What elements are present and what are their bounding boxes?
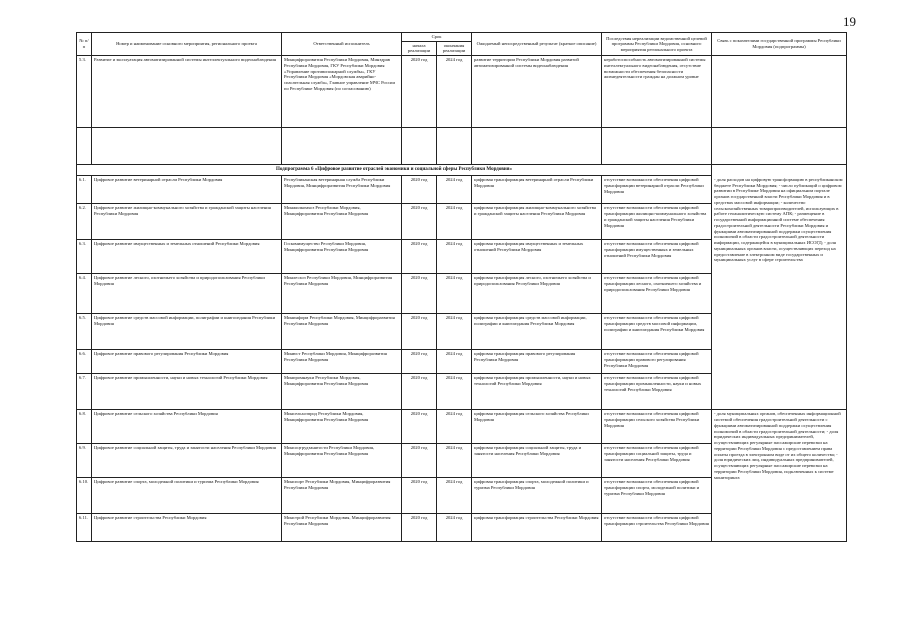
row-num: 6.9.: [77, 444, 92, 478]
row-consequences: отсутствие возможности обеспечения цифровой трансформации строительства Республики Мордовия: [602, 514, 712, 542]
row-start: 2020 год: [402, 444, 437, 478]
row-name: Цифровое развитие лесного, охотничьего хозяйства и природопользования Республики Мордовия: [92, 274, 282, 314]
row-result: цифровая трансформация социальной защиты, труда и занятости населения Республики Мордовия: [472, 444, 602, 478]
row-end: 2024 год: [437, 314, 472, 350]
col-start: начала реализации: [402, 41, 437, 55]
row-exec: Минсельхозпрод Республики Мордовия, Минцифроразвития Республики Мордовия: [282, 410, 402, 444]
row-name: Цифровое развитие правового регулирования Республики Мордовия: [92, 350, 282, 374]
row-num: 6.5.: [77, 314, 92, 350]
row-link: [712, 56, 847, 128]
row-start: 2020 год: [402, 176, 437, 204]
subprogram-row: [77, 165, 847, 176]
row-exec: Минстрой Республики Мордовия, Минцифроразвития Республики Мордовия: [282, 514, 402, 542]
row-name: Цифровое развитие строительства Республики Мордовия: [92, 514, 282, 542]
row-consequences: отсутствие возможности обеспечения цифровой трансформации имущественных и земельных отношений Республики Мордовия: [602, 240, 712, 274]
col-exec: Ответственный исполнитель: [282, 33, 402, 56]
table-row: [77, 410, 847, 444]
col-name: Номер и наименование основного мероприятия, регионального проекта: [92, 33, 282, 56]
row-result: развитие территории Республики Мордовия развитой автоматизированной системы видеонаблюдения: [472, 56, 602, 128]
row-num: 6.7.: [77, 374, 92, 410]
row-name: Цифровое развитие средств массовой информации, полиграфии и книгоиздания Республики Мордовия: [92, 314, 282, 350]
table-row: [77, 56, 847, 128]
row-name: Цифровое развитие социальной защиты, труда и занятости населения Республики Мордовия: [92, 444, 282, 478]
row-end: 2024 год: [437, 410, 472, 444]
row-start: 2020 год: [402, 374, 437, 410]
row-end: 2024 год: [437, 176, 472, 204]
subprogram-title: Подпрограмма 6 «Цифровое развитие отраслей экономики и социальной сферы Республики Мордовия»: [77, 165, 712, 176]
program-table: [76, 32, 846, 542]
row-consequences: отсутствие возможности обеспечения цифровой трансформации правового регулирования Республики Мордовия: [602, 350, 712, 374]
row-name: Цифровое развитие имущественных и земельных отношений Республики Мордовия: [92, 240, 282, 274]
row-num: 6.8.: [77, 410, 92, 444]
row-num: 6.2.: [77, 204, 92, 240]
row-start: 2020 год: [402, 314, 437, 350]
col-consequences: Последствия нереализации ведомственной целевой программы Республики Мордовия, основного мероприятия регионального проекта: [602, 33, 712, 56]
row-exec: Минюст Республики Мордовия, Минцифроразвития Республики Мордовия: [282, 350, 402, 374]
row-consequences: отсутствие возможности обеспечения цифровой трансформации сельского хозяйства Республики Мордовия: [602, 410, 712, 444]
col-num: № п/п: [77, 33, 92, 56]
row-start: 2020 год: [402, 478, 437, 514]
col-end: окончания реализации: [437, 41, 472, 55]
row-num: 6.10.: [77, 478, 92, 514]
row-num: 6.4.: [77, 274, 92, 314]
row-exec: Минпромнауки Республики Мордовия, Минцифроразвития Республики Мордовия: [282, 374, 402, 410]
row-end: 2024 год: [437, 444, 472, 478]
page-number: 19: [843, 14, 856, 29]
row-name: Цифровое развитие жилищно-коммунального хозяйства и гражданской защиты населения Республики Мордовия: [92, 204, 282, 240]
row-name: Цифровое развитие промышленности, науки и новых технологий Республики Мордовия: [92, 374, 282, 410]
table-row: [77, 176, 847, 204]
row-num: 6.3.: [77, 240, 92, 274]
row-end: 2024 год: [437, 478, 472, 514]
row-start: 2020 год: [402, 514, 437, 542]
row-consequences: отсутствие возможности обеспечения цифровой трансформации лесного, охотничьего хозяйства и природопользования Республики Мордовия: [602, 274, 712, 314]
row-end: 2024 год: [437, 204, 472, 240]
row-result: цифровая трансформация сельского хозяйства Республики Мордовия: [472, 410, 602, 444]
row-result: цифровая трансформация ветеринарной отрасли Республики Мордовия: [472, 176, 602, 204]
row-exec: Минцифроразвития Республики Мордовия, Минздрав Республики Мордовия, ГКУ Республики Мордовия «Управление противопожарной службы», ГКУ Республики Мордовия «Мордовская аварийно-спасательная служба», Главное управление МЧС России по Республике Мордовия (по согласованию): [282, 56, 402, 128]
row-exec: Минжилкомхоз Республики Мордовия, Минцифроразвития Республики Мордовия: [282, 204, 402, 240]
row-start: 2020 год: [402, 274, 437, 314]
row-consequences: отсутствие возможности обеспечения цифровой трансформации спорта, молодежной политики и туризма Республики Мордовия: [602, 478, 712, 514]
row-consequences: отсутствие возможности обеспечения цифровой трансформации промышленности, науки и новых технологий Республики Мордовия: [602, 374, 712, 410]
link-cell: - доля муниципальных органов, обеспеченных информационной системой обеспечения градостроительной деятельности с функциями автоматизированной поддержки осуществления полномочий в области градостроительной деятельности; - доля юридических индивидуальных предпринимателей, осуществляющих регулярные пассажирские перевозки на территории Республики Мордовия с предоставлением права оплаты проезда в электронном виде от их общего количества; - доля юридических лиц, индивидуальных предпринимателей, осуществляющих регулярные пассажирские перевозки на территории Республики Мордовия, подключенных к системе мониторинга: [712, 410, 847, 542]
col-term: Срок: [402, 33, 472, 42]
row-result: цифровая трансформация спорта, молодежной политики и туризма Республики Мордовия: [472, 478, 602, 514]
row-num: 5.3.: [77, 56, 92, 128]
col-link: Связь с показателями государственной программы Республики Мордовия (подпрограммы): [712, 33, 847, 56]
row-num: 6.11.: [77, 514, 92, 542]
row-end: 2024 год: [437, 274, 472, 314]
row-end: 2024 год: [437, 514, 472, 542]
row-result: цифровая трансформация правового регулирования Республики Мордовия: [472, 350, 602, 374]
row-result: цифровая трансформация промышленности, науки и новых технологий Республики Мордовия: [472, 374, 602, 410]
row-result: цифровая трансформация строительства Республики Мордовия: [472, 514, 602, 542]
blank-row: [77, 128, 847, 165]
row-name: Развитие и эксплуатация автоматизированной системы интеллектуального видеонаблюдения: [92, 56, 282, 128]
row-consequences: неработоспособность автоматизированной системы интеллектуального видеонаблюдения, отсутствие возможности обеспечения безопасности жизнедеятельности граждан на должном уровне: [602, 56, 712, 128]
row-num: 6.6.: [77, 350, 92, 374]
row-result: цифровая трансформация жилищно-коммунального хозяйства и гражданской защиты населения Республики Мордовия: [472, 204, 602, 240]
row-consequences: отсутствие возможности обеспечения цифровой трансформации средств массовой информации, полиграфии и книгоиздания Республики Мордовия: [602, 314, 712, 350]
row-consequences: отсутствие возможности обеспечения цифровой трансформации социальной защиты, труда и занятости населения Республики Мордовия: [602, 444, 712, 478]
row-end: 2024 год: [437, 56, 472, 128]
row-end: 2024 год: [437, 374, 472, 410]
row-consequences: отсутствие возможности обеспечения цифровой трансформации жилищно-коммунального хозяйства и гражданской защиты населения Республики Мордовия: [602, 204, 712, 240]
row-num: 6.1.: [77, 176, 92, 204]
row-start: 2020 год: [402, 410, 437, 444]
link-cell: - доля расходов на цифровую трансформацию в республиканском бюджете Республики Мордовия; - число публикаций о цифровом развитии в Республике Мордовия на официальном портале органов государственной власти Республики Мордовия и в средствах массовой информации; - количество сельскохозяйственных товаропроизводителей, использующих в работе геоаналитическую систему АПК; - размещение в государственной информационной системе обеспечения градостроительной деятельности Республики Мордовия и функциями автоматизированной поддержки осуществления полномочий в области градостроительной деятельности информации, содержащейся в муниципальных ИСОГД; - доля муниципальных органов власти, осуществляющих переход на предоставление в электронном виде государственных и муниципальных услуг в сфере строительства: [712, 176, 847, 410]
row-exec: Республиканская ветеринарная служба Республики Мордовия, Минцифроразвития Республики Мордовия: [282, 176, 402, 204]
row-exec: Минсоцтрудзанятости Республики Мордовия, Минцифроразвития Республики Мордовия: [282, 444, 402, 478]
row-consequences: отсутствие возможности обеспечения цифровой трансформации ветеринарной отрасли Республики Мордовия: [602, 176, 712, 204]
row-name: Цифровое развитие спорта, молодежной политики и туризма Республики Мордовия: [92, 478, 282, 514]
row-start: 2020 год: [402, 350, 437, 374]
row-exec: Мининформ Республики Мордовия, Минцифроразвития Республики Мордовия: [282, 314, 402, 350]
row-exec: Минспорт Республики Мордовия, Минцифроразвития Республики Мордовия: [282, 478, 402, 514]
row-start: 2020 год: [402, 204, 437, 240]
row-result: цифровая трансформация лесного, охотничьего хозяйства и природопользования Республики Мордовия: [472, 274, 602, 314]
row-start: 2020 год: [402, 240, 437, 274]
row-name: Цифровое развитие ветеринарной отрасли Республики Мордовия: [92, 176, 282, 204]
row-result: цифровая трансформация средств массовой информации, полиграфии и книгоиздания Республики Мордовия: [472, 314, 602, 350]
row-exec: Госкомимущество Республики Мордовия, Минцифроразвития Республики Мордовия: [282, 240, 402, 274]
row-start: 2020 год: [402, 56, 437, 128]
row-end: 2024 год: [437, 350, 472, 374]
row-end: 2024 год: [437, 240, 472, 274]
row-exec: Минлесхоз Республики Мордовия, Минцифроразвития Республики Мордовия: [282, 274, 402, 314]
col-result: Ожидаемый непосредственный результат (краткое описание): [472, 33, 602, 56]
row-result: цифровая трансформация имущественных и земельных отношений Республики Мордовия: [472, 240, 602, 274]
row-name: Цифровое развитие сельского хозяйства Республики Мордовия: [92, 410, 282, 444]
